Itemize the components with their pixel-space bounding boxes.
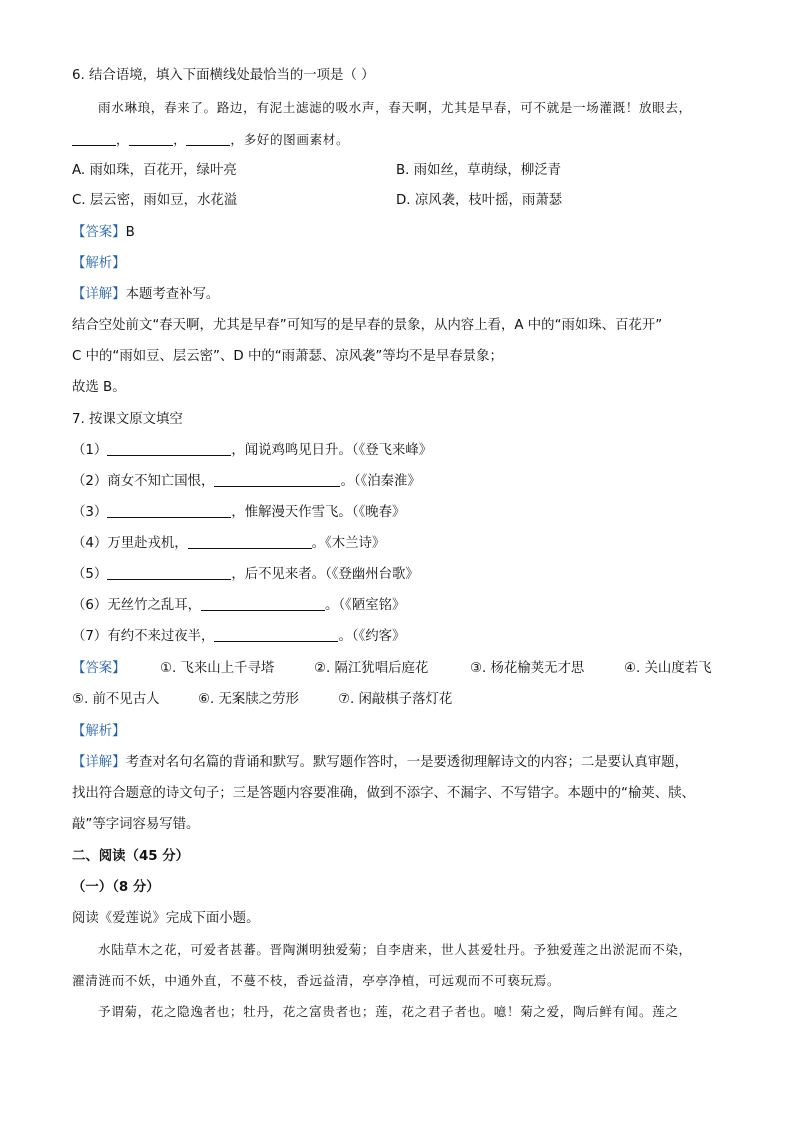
- reading-text-line3: 予谓菊，花之隐逸者也；牡丹，花之富贵者也；莲，花之君子者也。噫！菊之爱，陶后鲜有闻。莲之: [98, 1004, 679, 1019]
- item-text-before: 无丝竹之乱耳，: [107, 598, 202, 613]
- q7-stem: 7. 按课文原文填空: [72, 412, 183, 427]
- reading-instruction: 阅读《爱莲说》完成下面小题。: [72, 911, 260, 926]
- q6-option-c: C. 层云密，雨如豆，水花溢: [72, 193, 238, 208]
- separator: ，: [173, 132, 187, 147]
- fill-blank: [129, 131, 173, 146]
- reading-text-line1: 水陆草木之花，可爱者甚蕃。晋陶渊明独爱菊；自李唐来，世人甚爱牡丹。予独爱莲之出淤泥而不染，: [98, 942, 692, 957]
- q6-passage-line1: 雨水琳琅，春来了。路边，有泥土滤滤的吸水声，春天啊，尤其是早春，可不就是一场灌溉！放眼去，: [98, 100, 692, 115]
- detail-tag: 【详解】: [72, 287, 126, 302]
- q6-option-d: D. 凉风袭，枝叶摇，雨萧瑟: [396, 193, 563, 208]
- item-number: （2）: [72, 474, 108, 489]
- item-text-before: 万里赴戎机，: [107, 536, 188, 551]
- item-number: （7）: [72, 629, 108, 644]
- item-text-after: 。（《约客》: [338, 629, 406, 644]
- q7-answer-7: ⑦. 闲敲棋子落灯花: [338, 692, 453, 707]
- item-text-after: 。（《陋室铭》: [325, 598, 406, 613]
- q6-option-a: A. 雨如珠，百花开，绿叶亮: [72, 163, 237, 178]
- q7-item-7: [72, 627, 405, 647]
- item-text-before: 有约不来过夜半，: [107, 629, 215, 644]
- q7-analysis-tag: 【解析】: [72, 724, 126, 739]
- q7-item-6: [72, 596, 405, 616]
- item-number: （1）: [72, 443, 108, 458]
- q6-detail: [72, 285, 219, 305]
- detail-tag: 【详解】: [72, 755, 126, 770]
- item-text-after: 。《木兰诗》: [311, 536, 386, 551]
- q7-detail-line3: 敲”等字词容易写错。: [72, 817, 200, 832]
- fill-blank: [107, 503, 231, 518]
- q7-answer-2: ②. 隔江犹唱后庭花: [314, 661, 429, 676]
- answer-tag: 【答案】: [72, 225, 126, 240]
- q7-answer-tag: 【答案】: [72, 661, 126, 676]
- q7-answer-1: ①. 飞来山上千寻塔: [160, 661, 275, 676]
- subsection-title: （一）（8 分）: [72, 880, 160, 895]
- passage-end: ，多好的图画素材。: [230, 132, 350, 147]
- q7-detail-line2: 找出符合题意的诗文句子；三是答题内容要准确，做到不添字、不漏字、不写错字。本题中的“榆荚、牍、: [72, 786, 695, 801]
- fill-blank: [188, 534, 312, 549]
- q7-item-2: [72, 472, 421, 492]
- q7-item-4: [72, 534, 385, 554]
- q6-option-b: B. 雨如丝，草萌绿，柳泛青: [396, 163, 561, 178]
- fill-blank: [186, 131, 230, 146]
- answer-value: B: [125, 225, 135, 240]
- fill-blank: [214, 627, 338, 642]
- reading-text-line2: 濯清涟而不妖，中通外直，不蔓不枝，香远益清，亭亭净植，可远观而不可亵玩焉。: [72, 973, 561, 988]
- item-number: （3）: [72, 505, 108, 520]
- q6-stem: 6. 结合语境，填入下面横线处最恰当的一项是（ ）: [72, 68, 375, 83]
- q7-item-3: [72, 503, 405, 523]
- fill-blank: [214, 472, 340, 487]
- separator: ，: [116, 132, 130, 147]
- fill-blank: [201, 596, 325, 611]
- fill-blank: [107, 441, 231, 456]
- item-text-after: ，惟解漫天作雪飞。（《晚春》: [231, 505, 406, 520]
- q7-answer-3: ③. 杨花榆荚无才思: [470, 661, 585, 676]
- q6-analysis-tag: 【解析】: [72, 256, 126, 271]
- q6-explain-line3: 故选 B。: [72, 380, 126, 395]
- q7-item-5: [72, 565, 419, 585]
- q6-explain-line2: C 中的“雨如豆、层云密”、D 中的“雨萧瑟、凉风袭”等均不是早春景象；: [72, 349, 503, 364]
- q6-passage-line2: [72, 130, 349, 150]
- q7-answer-6: ⑥. 无案牍之劳形: [198, 692, 299, 707]
- q7-item-1: [72, 441, 432, 461]
- fill-blank: [72, 131, 116, 146]
- fill-blank: [107, 565, 231, 580]
- item-text-after: ，后不见来者。（《登幽州台歌》: [231, 567, 419, 582]
- section-title: 二、阅读（45 分）: [72, 849, 190, 864]
- item-number: （5）: [72, 567, 108, 582]
- detail-text: 考查对名句名篇的背诵和默写。默写题作答时，一是要透彻理解诗文的内容；二是要认真审题，: [125, 755, 688, 770]
- q6-answer: [72, 223, 135, 243]
- q7-answer-4: ④. 关山度若飞: [624, 661, 712, 676]
- item-text-before: 商女不知亡国恨，: [107, 474, 215, 489]
- item-text-after: ，闻说鸡鸣见日升。（《登飞来峰》: [231, 443, 433, 458]
- item-text-after: 。（《泊秦淮》: [340, 474, 421, 489]
- q7-answer-5: ⑤. 前不见古人: [72, 692, 160, 707]
- item-number: （6）: [72, 598, 108, 613]
- q6-explain-line1: 结合空处前文“春天啊，尤其是早春”可知写的是早春的景象，从内容上看，A 中的“雨如珠、百花开”: [72, 318, 663, 333]
- item-number: （4）: [72, 536, 108, 551]
- detail-text: 本题考查补写。: [125, 287, 220, 302]
- q7-detail-line1: [72, 753, 688, 773]
